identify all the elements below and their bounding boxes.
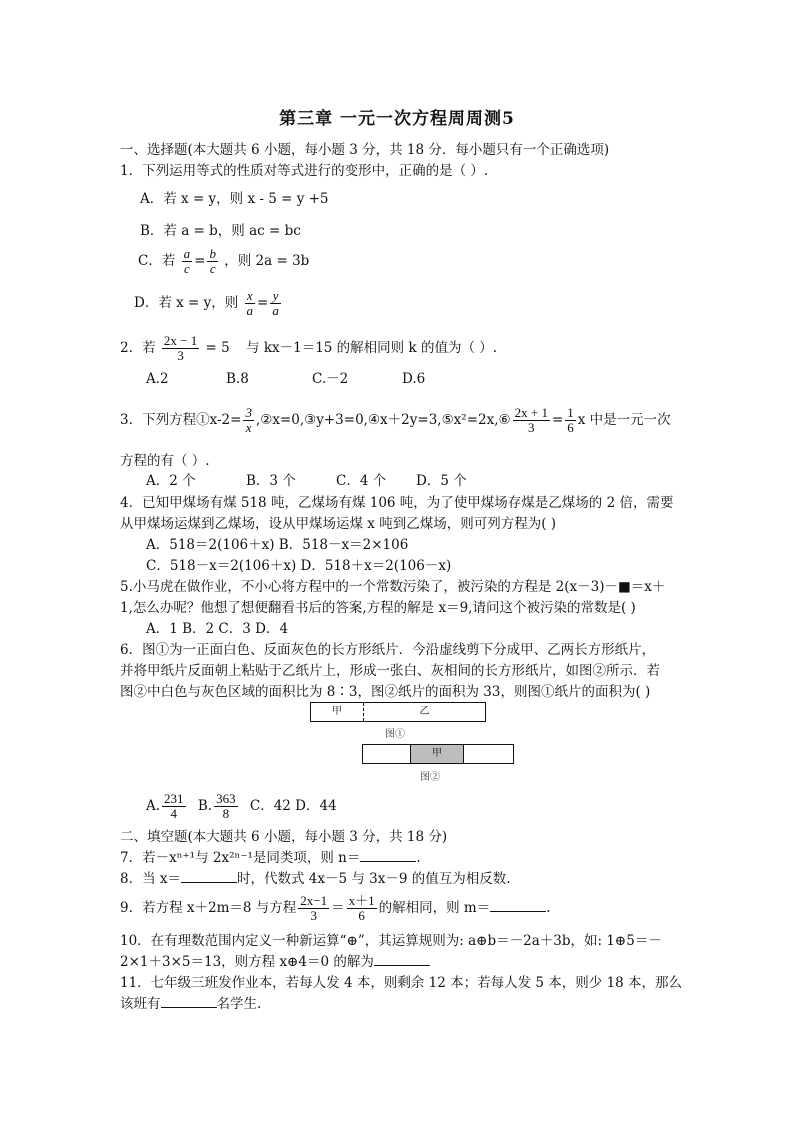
q3-option-d: D．5 个 bbox=[416, 473, 467, 489]
page-title: 第三章 一元一次方程周周测5 bbox=[279, 109, 515, 129]
q2-option-b: B.8 bbox=[226, 371, 249, 387]
q3-frac2-num: 2x + 1 bbox=[514, 405, 548, 420]
q6-line3: 图②中白色与灰色区域的面积比为 8∶3，图②纸片的面积为 33，则图①纸片的面积为( ) bbox=[120, 684, 651, 700]
q6-a-frac-num: 231 bbox=[164, 791, 184, 806]
q6-option-a-pre: A. bbox=[146, 798, 161, 814]
q2-fraction bbox=[162, 334, 199, 363]
q1-d-frac1-num: x bbox=[245, 289, 256, 304]
q10-line2 bbox=[120, 953, 430, 971]
q1-option-d-pre: D．若 x = y，则 bbox=[134, 295, 239, 311]
figure-2-gray-piece: 甲 bbox=[410, 745, 464, 763]
q3-frac1-num: 3 bbox=[245, 405, 252, 420]
q4-line1: 4．已知甲煤场有煤 518 吨，乙煤场有煤 106 吨，为了使甲煤场存煤是乙煤场的 2 倍，需要 bbox=[120, 495, 674, 511]
q9 bbox=[120, 888, 551, 928]
q6-line2: 并将甲纸片反面朝上粘贴于乙纸片上，形成一张白、灰相间的长方形纸片，如图②所示．若 bbox=[120, 663, 660, 679]
q4-line2: 从甲煤场运煤到乙煤场，设从甲煤场运煤 x 吨到乙煤场，则可列方程为( ) bbox=[120, 516, 557, 532]
q7 bbox=[120, 849, 421, 867]
q1-option-c-post: ，则 2a = 3b bbox=[224, 253, 310, 269]
q1-d-fraction-1 bbox=[245, 289, 256, 318]
q1-option-c: C．若 $\frac{a}{c}$ = $\frac{b}{c}$ ，则 2a = 3b bbox=[138, 246, 310, 276]
q6-line1: 6．图①为一正面白色、反面灰色的长方形纸片．今沿虚线剪下分成甲、乙两长方形纸片， bbox=[120, 642, 656, 658]
q3-frac3-den: 6 bbox=[567, 420, 574, 435]
q8-pre: 8．当 x＝ bbox=[120, 871, 181, 887]
q1-stem: 1．下列运用等式的性质对等式进行的变形中，正确的是（ ）. bbox=[120, 163, 489, 179]
q4-options-cd: C．518－x＝2(106＋x) D．518＋x＝2(106－x) bbox=[146, 558, 452, 574]
q2-option-d: D.6 bbox=[402, 371, 426, 387]
q2-frac-den: 3 bbox=[177, 348, 184, 363]
q9-eq: ＝ bbox=[331, 900, 345, 916]
q4-options-ab: A．518＝2(106＋x) B．518－x＝2×106 bbox=[146, 537, 409, 553]
q3-frac2-den: 3 bbox=[528, 420, 535, 435]
q6-options-cd: C．42 D．44 bbox=[249, 798, 337, 814]
q3-stem bbox=[120, 400, 671, 440]
q9-fraction-1 bbox=[298, 894, 329, 923]
q2-options bbox=[146, 370, 425, 388]
q1-c-fraction-2 bbox=[207, 247, 218, 276]
q9-frac2-num: x＋1 bbox=[348, 893, 375, 908]
section1-heading: 一、选择题(本大题共 6 小题，每小题 3 分，共 18 分．每小题只有一个正确选项) bbox=[120, 142, 610, 158]
q10-line2-pre: 2×1＋3×5＝13，则方程 x⊕4＝0 的解为 bbox=[120, 954, 374, 970]
q3-line2: 方程的有（ ）. bbox=[120, 453, 210, 469]
q3-pre: 3．下列方程①x-2= bbox=[120, 412, 242, 428]
q3-fraction-2 bbox=[513, 406, 550, 435]
q9-fraction-2 bbox=[347, 894, 377, 923]
q6-option-b-pre: B. bbox=[197, 798, 213, 814]
q2-option-c: C.－2 bbox=[312, 371, 349, 387]
q9-post: 的解相同，则 m＝ bbox=[378, 900, 491, 916]
q11-line2-pre: 该班有 bbox=[120, 996, 161, 1012]
q10-answer-blank bbox=[374, 953, 430, 966]
q11-line2 bbox=[120, 995, 261, 1013]
q3-options bbox=[146, 472, 467, 490]
q3-mid: ,②x=0,③y+3=0,④x＋2y=3,⑤x²=2x,⑥ bbox=[255, 412, 511, 428]
q3-option-c: C．4 个 bbox=[336, 473, 387, 489]
q6-b-frac-num: 363 bbox=[216, 791, 236, 806]
q8-post: 时，代数式 4x－5 与 3x－9 的值互为相反数. bbox=[237, 871, 511, 887]
figure-1-caption: 图① bbox=[385, 729, 405, 740]
q2-eq: = 5 bbox=[205, 340, 230, 356]
q2-option-a: A.2 bbox=[146, 371, 169, 387]
q1-c-frac2-den: c bbox=[209, 261, 216, 276]
q2-frac-num: 2x − 1 bbox=[163, 333, 198, 348]
q11-answer-blank bbox=[161, 995, 217, 1008]
q9-end: . bbox=[546, 900, 551, 916]
q5-line1: 5.小马虎在做作业，不小心将方程中的一个常数污染了，被污染的方程是 2(x－3)－■＝x＋ bbox=[120, 579, 666, 595]
q9-frac1-num: 2x−1 bbox=[300, 893, 328, 908]
q1-option-d: D．若 x = y，则 $\frac{x}{a}$ = $\frac{y}{a}$ bbox=[134, 288, 279, 318]
q11-line2-post: 名学生. bbox=[216, 996, 262, 1012]
q6-options bbox=[146, 786, 337, 826]
q3-frac1-den: x bbox=[245, 420, 252, 435]
q9-pre: 9．若方程 x＋2m＝8 与方程 bbox=[120, 900, 297, 916]
q2-post: 与 kx－1＝15 的解相同则 k 的值为（ ）. bbox=[246, 340, 498, 356]
q3-option-b: B．3 个 bbox=[246, 473, 296, 489]
q7-pre: 7．若－xⁿ⁺¹与 2x²ⁿ⁻¹是同类项，则 n＝ bbox=[120, 850, 361, 866]
q6-b-frac-den: 8 bbox=[222, 806, 230, 821]
q1-d-frac2-den: a bbox=[272, 303, 279, 318]
figure-1-piece-yi: 乙 bbox=[419, 706, 430, 717]
q1-c-frac2-num: b bbox=[209, 246, 216, 261]
q7-post: . bbox=[416, 850, 421, 866]
q6-option-a-fraction bbox=[162, 792, 186, 821]
q1-c-frac1-den: c bbox=[184, 261, 190, 276]
q7-answer-blank bbox=[360, 849, 416, 862]
q3-eq: = bbox=[551, 412, 564, 428]
q1-d-frac2-num: y bbox=[270, 289, 281, 304]
q2-pre: 2．若 bbox=[120, 340, 156, 356]
q9-answer-blank bbox=[490, 899, 546, 912]
q1-option-c-pre: C．若 bbox=[138, 253, 176, 269]
q1-option-b: B．若 a = b，则 ac = bc bbox=[140, 223, 301, 239]
q1-d-frac1-den: a bbox=[246, 303, 254, 318]
q1-option-a: A．若 x = y，则 x - 5 = y +5 bbox=[140, 191, 329, 207]
q1-d-fraction-2 bbox=[270, 289, 281, 318]
q3-fraction-3 bbox=[565, 406, 576, 435]
q5-options: A．1 B．2 C．3 D．4 bbox=[146, 621, 289, 637]
figure-1-piece-jia: 甲 bbox=[311, 703, 364, 721]
q6-option-b-fraction bbox=[214, 792, 238, 821]
q5-line2: 1,怎么办呢？他想了想便翻看书后的答案,方程的解是 x＝9,请问这个被污染的常数是( ) bbox=[120, 600, 636, 616]
q9-frac2-den: 6 bbox=[358, 908, 365, 923]
q3-fraction-1 bbox=[243, 406, 254, 435]
q11-line1: 11．七年级三班发作业本，若每人发 4 本，则剩余 12 本；若每人发 5 本，则少 18 本，那么 bbox=[120, 975, 683, 991]
q6-a-frac-den: 4 bbox=[170, 806, 178, 821]
q2-stem bbox=[120, 328, 497, 368]
q1-c-frac1-num: a bbox=[183, 246, 191, 261]
figure-2-paper bbox=[362, 744, 514, 764]
q9-frac1-den: 3 bbox=[310, 908, 317, 923]
q3-frac3-num: 1 bbox=[567, 405, 574, 420]
q3-option-a: A．2 个 bbox=[146, 473, 196, 489]
figure-1-paper bbox=[310, 702, 486, 722]
section2-heading: 二、填空题(本大题共 6 小题，每小题 3 分，共 18 分) bbox=[120, 829, 448, 845]
q10-line1: 10．在有理数范围内定义一种新运算“⊕”，其运算规则为: a⊕b＝－2a＋3b，如: 1⊕5＝－ bbox=[120, 933, 662, 949]
q8 bbox=[120, 870, 511, 888]
q1-c-fraction-1 bbox=[182, 247, 193, 276]
q8-answer-blank bbox=[181, 870, 237, 883]
figure-2-caption: 图② bbox=[420, 772, 440, 783]
q3-post: x 中是一元一次 bbox=[577, 412, 671, 428]
